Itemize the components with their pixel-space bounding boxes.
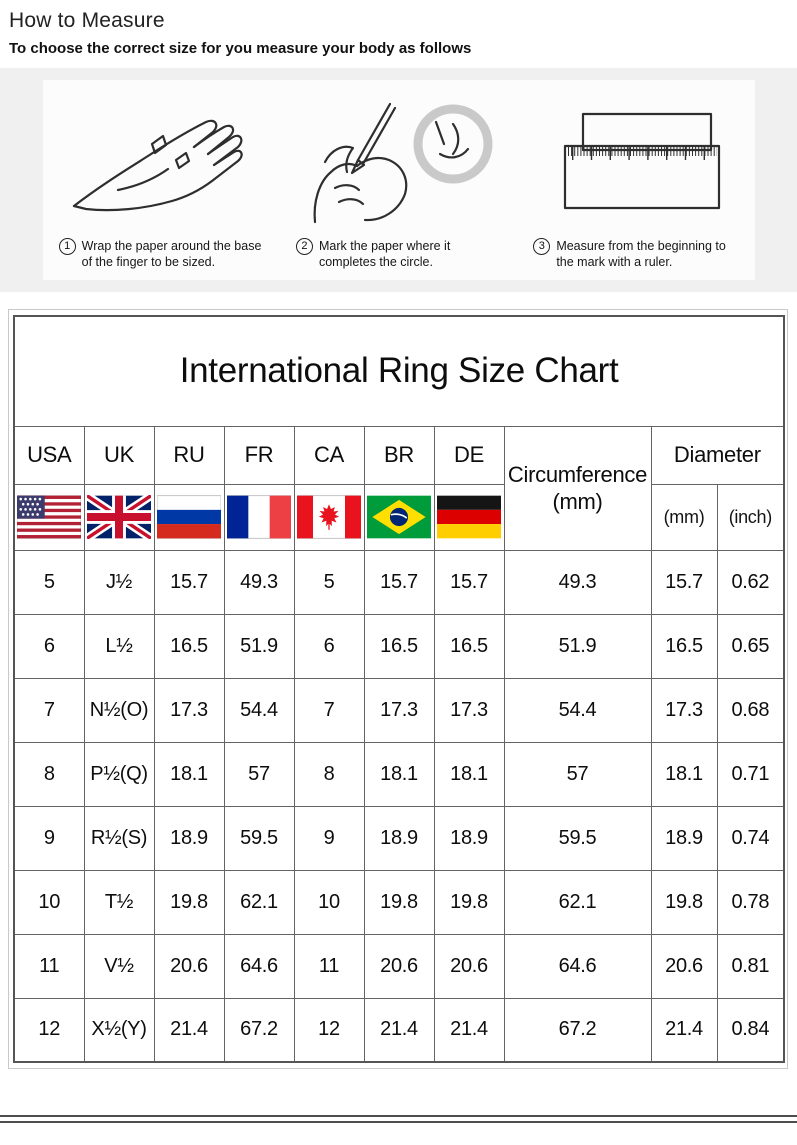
table-cell: 19.8 xyxy=(364,870,434,934)
table-cell: 18.1 xyxy=(651,742,717,806)
table-cell: 21.4 xyxy=(651,998,717,1062)
table-cell: L½ xyxy=(84,614,154,678)
table-cell: 15.7 xyxy=(434,550,504,614)
table-cell: 11 xyxy=(14,934,84,998)
table-cell: 18.1 xyxy=(434,742,504,806)
table-cell: 7 xyxy=(294,678,364,742)
measure-step-1 xyxy=(43,80,280,280)
table-row xyxy=(14,870,784,934)
table-cell: 57 xyxy=(224,742,294,806)
table-cell: 64.6 xyxy=(224,934,294,998)
column-header-ru: RU xyxy=(154,426,224,484)
table-cell: 59.5 xyxy=(224,806,294,870)
step-text-1: Wrap the paper around the base of the finger to be sized. xyxy=(81,238,262,269)
table-cell: 18.9 xyxy=(651,806,717,870)
table-cell: 62.1 xyxy=(504,870,651,934)
table-cell: 11 xyxy=(294,934,364,998)
flag-cell-uk xyxy=(84,484,154,550)
table-cell: J½ xyxy=(84,550,154,614)
table-cell: 5 xyxy=(294,550,364,614)
page-title: How to Measure xyxy=(9,9,165,32)
column-header-ca: CA xyxy=(294,426,364,484)
flag-brazil-icon xyxy=(367,495,431,539)
table-cell: 17.3 xyxy=(154,678,224,742)
chart-title: International Ring Size Chart xyxy=(14,316,784,426)
flag-cell-canada xyxy=(294,484,364,550)
table-cell: 21.4 xyxy=(434,998,504,1062)
column-header-fr: FR xyxy=(224,426,294,484)
step-caption-3 xyxy=(533,238,738,271)
table-cell: 51.9 xyxy=(504,614,651,678)
ring-size-table xyxy=(13,315,785,1063)
flag-canada-icon xyxy=(297,495,361,539)
hand-marking-pen-icon xyxy=(293,94,503,234)
table-cell: 6 xyxy=(14,614,84,678)
hand-open-icon xyxy=(56,94,266,234)
table-cell: 19.8 xyxy=(651,870,717,934)
table-cell: 19.8 xyxy=(434,870,504,934)
flag-cell-russia xyxy=(154,484,224,550)
table-cell: 21.4 xyxy=(364,998,434,1062)
flag-cell-brazil xyxy=(364,484,434,550)
flag-uk-icon xyxy=(87,495,151,539)
diameter-inch-header: (inch) xyxy=(717,484,784,550)
table-cell: 18.9 xyxy=(364,806,434,870)
step-number-3: 3 xyxy=(533,238,550,255)
table-cell: 18.1 xyxy=(364,742,434,806)
measure-steps-band xyxy=(0,68,797,292)
flag-cell-france xyxy=(224,484,294,550)
bottom-divider xyxy=(0,1115,797,1123)
column-header-br: BR xyxy=(364,426,434,484)
step-caption-2 xyxy=(296,238,501,271)
table-cell: 19.8 xyxy=(154,870,224,934)
table-cell: 64.6 xyxy=(504,934,651,998)
table-cell: 67.2 xyxy=(504,998,651,1062)
flag-usa-icon xyxy=(17,495,81,539)
table-cell: 67.2 xyxy=(224,998,294,1062)
step-text-2: Mark the paper where it completes the circle. xyxy=(318,238,451,269)
flag-france-icon xyxy=(227,495,291,539)
table-row xyxy=(14,614,784,678)
table-cell: 9 xyxy=(294,806,364,870)
table-cell: 0.84 xyxy=(717,998,784,1062)
step-number-1: 1 xyxy=(59,238,76,255)
table-cell: 20.6 xyxy=(364,934,434,998)
table-cell: T½ xyxy=(84,870,154,934)
measure-steps-panel xyxy=(43,80,755,280)
table-cell: 51.9 xyxy=(224,614,294,678)
table-cell: R½(S) xyxy=(84,806,154,870)
table-row xyxy=(14,678,784,742)
table-cell: 0.71 xyxy=(717,742,784,806)
table-cell: 10 xyxy=(14,870,84,934)
table-cell: 54.4 xyxy=(224,678,294,742)
table-cell: 0.68 xyxy=(717,678,784,742)
table-cell: 9 xyxy=(14,806,84,870)
table-cell: 18.1 xyxy=(154,742,224,806)
table-cell: 0.78 xyxy=(717,870,784,934)
table-cell: 0.74 xyxy=(717,806,784,870)
table-cell: 12 xyxy=(14,998,84,1062)
table-cell: 6 xyxy=(294,614,364,678)
table-cell: 16.5 xyxy=(364,614,434,678)
column-header-uk: UK xyxy=(84,426,154,484)
table-cell: 16.5 xyxy=(154,614,224,678)
table-cell: 17.3 xyxy=(651,678,717,742)
table-cell: 62.1 xyxy=(224,870,294,934)
table-cell: 15.7 xyxy=(364,550,434,614)
table-cell: 57 xyxy=(504,742,651,806)
table-cell: 8 xyxy=(294,742,364,806)
measure-step-3 xyxy=(517,80,754,280)
table-cell: N½(O) xyxy=(84,678,154,742)
table-row xyxy=(14,806,784,870)
table-row xyxy=(14,998,784,1062)
step-caption-1 xyxy=(59,238,264,271)
table-cell: 49.3 xyxy=(224,550,294,614)
column-header-de: DE xyxy=(434,426,504,484)
table-cell: 7 xyxy=(14,678,84,742)
table-cell: 17.3 xyxy=(434,678,504,742)
table-cell: 8 xyxy=(14,742,84,806)
table-cell: 20.6 xyxy=(154,934,224,998)
table-cell: 15.7 xyxy=(651,550,717,614)
flag-cell-usa xyxy=(14,484,84,550)
table-cell: 18.9 xyxy=(434,806,504,870)
table-cell: 16.5 xyxy=(434,614,504,678)
circumference-label: Circumference xyxy=(507,461,648,487)
step-text-3: Measure from the beginning to the mark with a ruler. xyxy=(556,238,726,269)
column-header-diameter: Diameter xyxy=(651,426,784,484)
table-cell: 10 xyxy=(294,870,364,934)
diameter-mm-header: (mm) xyxy=(651,484,717,550)
table-cell: V½ xyxy=(84,934,154,998)
ruler-icon xyxy=(531,94,741,234)
table-cell: 0.62 xyxy=(717,550,784,614)
table-cell: 16.5 xyxy=(651,614,717,678)
table-cell: P½(Q) xyxy=(84,742,154,806)
flag-germany-icon xyxy=(437,495,501,539)
measure-step-2 xyxy=(280,80,517,280)
table-cell: 59.5 xyxy=(504,806,651,870)
ring-size-chart-frame xyxy=(8,309,788,1069)
table-row xyxy=(14,742,784,806)
table-cell: 18.9 xyxy=(154,806,224,870)
column-header-circumference xyxy=(504,426,651,550)
table-cell: 12 xyxy=(294,998,364,1062)
table-cell: 17.3 xyxy=(364,678,434,742)
table-cell: 54.4 xyxy=(504,678,651,742)
table-cell: 0.65 xyxy=(717,614,784,678)
page-subtitle: To choose the correct size for you measure your body as follows xyxy=(9,40,472,57)
size-table-body xyxy=(14,550,784,1062)
flag-russia-icon xyxy=(157,495,221,539)
table-row xyxy=(14,934,784,998)
table-cell: 21.4 xyxy=(154,998,224,1062)
table-cell: 20.6 xyxy=(434,934,504,998)
step-number-2: 2 xyxy=(296,238,313,255)
table-cell: 0.81 xyxy=(717,934,784,998)
circumference-unit: (mm) xyxy=(552,489,603,514)
instructions-header xyxy=(0,0,797,57)
table-cell: 20.6 xyxy=(651,934,717,998)
table-cell: 49.3 xyxy=(504,550,651,614)
column-header-usa: USA xyxy=(14,426,84,484)
table-cell: 5 xyxy=(14,550,84,614)
table-row xyxy=(14,550,784,614)
table-cell: 15.7 xyxy=(154,550,224,614)
table-cell: X½(Y) xyxy=(84,998,154,1062)
flag-cell-germany xyxy=(434,484,504,550)
